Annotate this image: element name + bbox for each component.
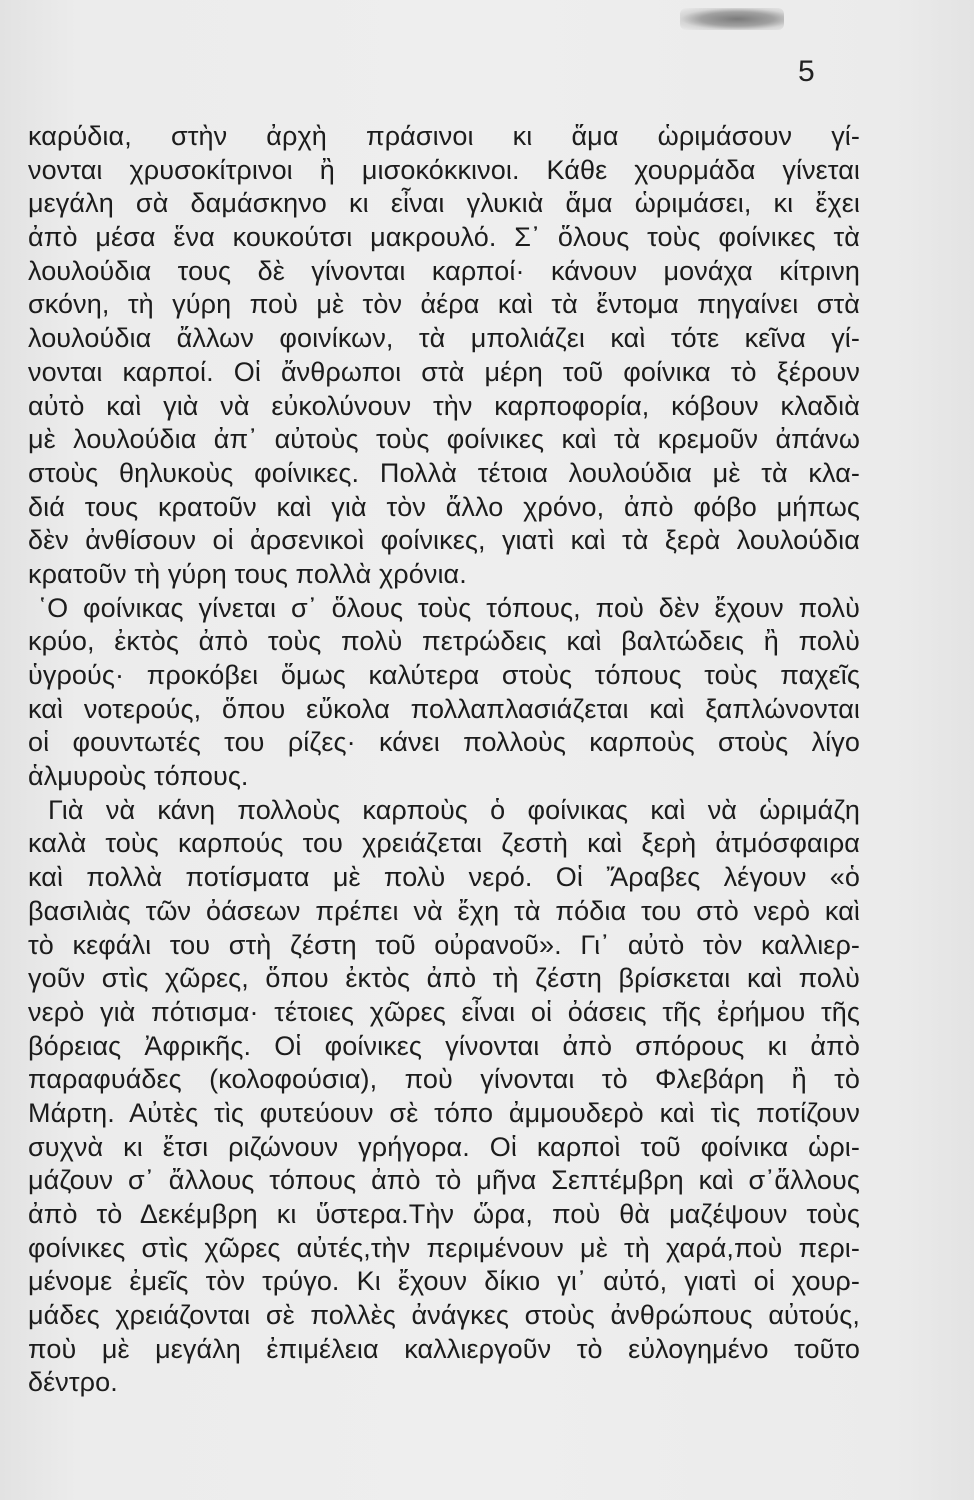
text-line: ἀπὸ μέσα ἕνα κουκούτσι μακρουλό. Σ᾽ ὅλους τοὺς φοίνικες τὰ bbox=[28, 222, 860, 253]
text-line: διά τους κρατοῦν καὶ γιὰ τὸν ἄλλο χρόνο, ἀπὸ φόβο μήπως bbox=[28, 491, 860, 522]
text-line: ἀπὸ τὸ Δεκέμβρη κι ὕστερα.Τὴν ὥρα, ποὺ θὰ μαζέψουν τοὺς bbox=[28, 1199, 860, 1229]
text-line: κρύο, ἐκτὸς ἀπὸ τοὺς πολὺ πετρώδεις καὶ βαλτώδεις ἢ πολὺ bbox=[28, 626, 860, 657]
text-line: λουλούδια τους δὲ γίνονται καρποί· κάνουν μονάχα κίτρινη bbox=[28, 255, 860, 286]
text-line: βόρειας Ἀφρικῆς. Οἱ φοίνικες γίνονται ἀπὸ σπόρους κι ἀπὸ bbox=[28, 1030, 860, 1061]
text-line: Μάρτη. Αὐτὲς τὶς φυτεύουν σὲ τόπο ἀμμουδερὸ καὶ τὶς ποτίζουν bbox=[28, 1097, 860, 1128]
text-line: μεγάλη σὰ δαμάσκηνο κι εἶναι γλυκιὰ ἅμα ὡριμάσει, κι ἔχει bbox=[28, 188, 860, 219]
text-line: καὶ πολλὰ ποτίσματα μὲ πολὺ νερό. Οἱ Ἄραβες λέγουν «ὁ bbox=[28, 862, 860, 893]
text-line: ποὺ μὲ μεγάλη ἐπιμέλεια καλλιεργοῦν τὸ εὐλογημένο τοῦτο bbox=[28, 1333, 860, 1364]
text-line: μάδες χρειάζονται σὲ πολλὲς ἀνάγκες στοὺς ἀνθρώπους αὐτούς, bbox=[28, 1300, 860, 1331]
text-line: καρύδια, στὴν ἀρχὴ πράσινοι κι ἅμα ὡριμάσουν γί- bbox=[28, 121, 860, 151]
text-line: δέντρο. bbox=[28, 1367, 118, 1398]
text-line: καλὰ τοὺς καρπούς του χρειάζεται ζεστὴ καὶ ξερὴ ἀτμόσφαιρα bbox=[28, 828, 860, 859]
paragraph bbox=[28, 120, 860, 592]
paragraph bbox=[28, 592, 860, 794]
text-line: κρατοῦν τὴ γύρη τους πολλὰ χρόνια. bbox=[28, 558, 467, 589]
text-line: αὐτὸ καὶ γιὰ νὰ εὐκολύνουν τὴν καρποφορία, κόβουν κλαδιὰ bbox=[28, 390, 860, 421]
text-line: ῾Ο φοίνικας γίνεται σ᾽ ὅλους τοὺς τόπους, ποὺ δὲν ἔχουν πολὺ bbox=[38, 592, 860, 623]
text-line: Γιὰ νὰ κάνη πολλοὺς καρποὺς ὁ φοίνικας καὶ νὰ ὡριμάζη bbox=[48, 794, 860, 825]
text-line: οἱ φουντωτές του ρίζες· κάνει πολλοὺς καρποὺς στοὺς λίγο bbox=[28, 727, 860, 758]
text-line: καὶ νοτερούς, ὅπου εὔκολα πολλαπλασιάζεται καὶ ξαπλώνονται bbox=[28, 693, 860, 724]
text-line: λουλούδια ἄλλων φοινίκων, τὰ μπολιάζει καὶ τότε κεῖνα γί- bbox=[28, 323, 860, 354]
text-line: στοὺς θηλυκοὺς φοίνικες. Πολλὰ τέτοια λουλούδια μὲ τὰ κλα- bbox=[28, 457, 860, 488]
text-line: ὑγρούς· προκόβει ὅμως καλύτερα στοὺς τόπους τοὺς παχεῖς bbox=[28, 660, 860, 690]
text-line: συχνὰ κι ἔτσι ριζώνουν γρήγορα. Οἱ καρποὶ τοῦ φοίνικα ὡρι- bbox=[28, 1131, 860, 1162]
page-number: 5 bbox=[798, 55, 815, 88]
text-line: νερὸ γιὰ πότισμα· τέτοιες χῶρες εἶναι οἱ ὀάσεις τῆς ἐρήμου τῆς bbox=[28, 996, 860, 1027]
text-line: ἁλμυροὺς τόπους. bbox=[28, 761, 249, 792]
scan-smudge bbox=[680, 8, 784, 30]
text-line: γοῦν στὶς χῶρες, ὅπου ἐκτὸς ἀπὸ τὴ ζέστη βρίσκεται καὶ πολὺ bbox=[28, 963, 860, 994]
text-line: παραφυάδες (κολοφούσια), ποὺ γίνονται τὸ Φλεβάρη ἢ τὸ bbox=[28, 1064, 860, 1095]
text-line: τὸ κεφάλι του στὴ ζέστη τοῦ οὐρανοῦ». Γι᾽ αὐτὸ τὸν καλλιερ- bbox=[28, 929, 860, 960]
paragraph bbox=[28, 794, 860, 1400]
body-text bbox=[28, 120, 860, 1400]
text-line: βασιλιὰς τῶν ὀάσεων πρέπει νὰ ἔχη τὰ πόδια του στὸ νερὸ καὶ bbox=[28, 895, 860, 926]
text-line: δὲν ἀνθίσουν οἱ ἀρσενικοὶ φοίνικες, γιατὶ καὶ τὰ ξερὰ λουλούδια bbox=[28, 525, 860, 556]
text-line: φοίνικες στὶς χῶρες αὐτές,τὴν περιμένουν μὲ τὴ χαρά,ποὺ περι- bbox=[28, 1232, 860, 1263]
text-line: νονται καρποί. Οἱ ἄνθρωποι στὰ μέρη τοῦ φοίνικα τὸ ξέρουν bbox=[28, 356, 860, 387]
text-line: μάζουν σ᾽ ἄλλους τόπους ἀπὸ τὸ μῆνα Σεπτέμβρη καὶ σ᾽ἄλλους bbox=[28, 1165, 860, 1196]
text-line: μὲ λουλούδια ἀπ᾽ αὐτοὺς τοὺς φοίνικες καὶ τὰ κρεμοῦν ἀπάνω bbox=[28, 424, 860, 455]
text-line: μένομε ἐμεῖς τὸν τρύγο. Κι ἔχουν δίκιο γι᾽ αὐτό, γιατὶ οἱ χουρ- bbox=[28, 1266, 860, 1297]
text-line: σκόνη, τὴ γύρη ποὺ μὲ τὸν ἀέρα καὶ τὰ ἔντομα πηγαίνει στὰ bbox=[28, 289, 860, 320]
text-line: νονται χρυσοκίτρινοι ἢ μισοκόκκινοι. Κάθε χουρμάδα γίνεται bbox=[28, 154, 860, 185]
